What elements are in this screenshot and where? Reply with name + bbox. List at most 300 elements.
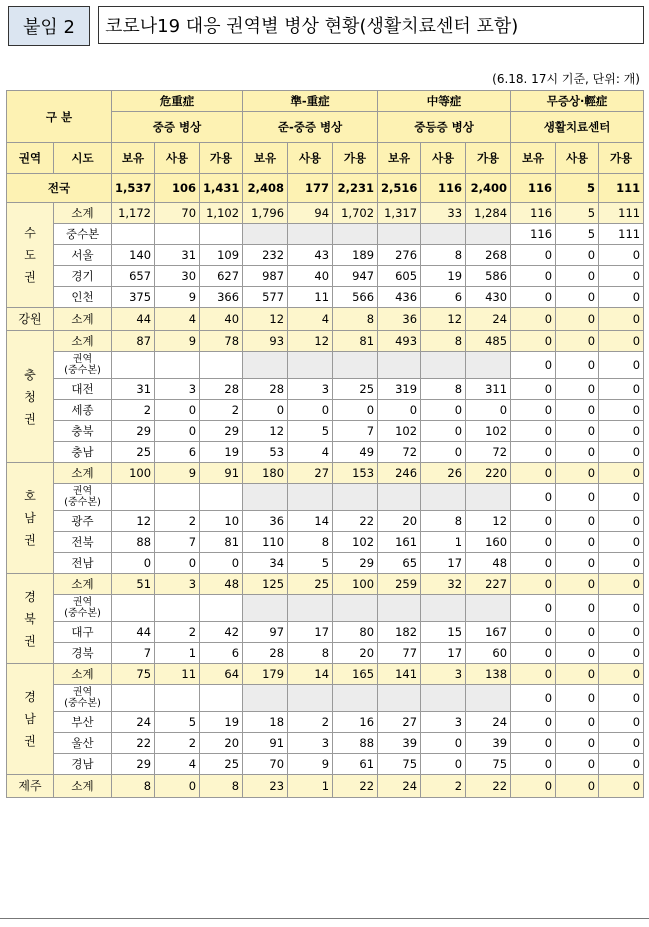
table-cell: 10 [200, 511, 243, 532]
region-name: 경 남 권 [7, 664, 54, 775]
table-cell: 0 [112, 553, 155, 574]
use-col-header: 사용 [288, 143, 333, 174]
table-cell [288, 595, 333, 622]
table-cell: 110 [243, 532, 288, 553]
table-cell: 0 [599, 484, 644, 511]
own-col-header: 보유 [378, 143, 421, 174]
table-row [7, 733, 644, 754]
mild-header: 무증상·輕症 [511, 91, 644, 112]
table-cell: 0 [556, 484, 599, 511]
table-cell: 8 [288, 643, 333, 664]
table-cell: 1,172 [112, 203, 155, 224]
table-cell: 161 [378, 532, 421, 553]
table-row [7, 400, 644, 421]
table-cell: 0 [556, 463, 599, 484]
table-cell: 160 [466, 532, 511, 553]
table-cell: 25 [200, 754, 243, 775]
table-cell [112, 595, 155, 622]
table-cell [112, 685, 155, 712]
table-cell: 0 [511, 287, 556, 308]
table-cell: 6 [155, 442, 200, 463]
table-cell: 0 [155, 421, 200, 442]
table-cell [243, 595, 288, 622]
table-cell: 14 [288, 664, 333, 685]
header [8, 6, 644, 46]
table-cell: 102 [466, 421, 511, 442]
table-cell [333, 484, 378, 511]
table-cell: 91 [243, 733, 288, 754]
table-cell [243, 352, 288, 379]
semi-severe-header: 準-重症 [243, 91, 378, 112]
table-cell: 31 [155, 245, 200, 266]
city-label: 경남 [54, 754, 112, 775]
table-cell: 1 [155, 643, 200, 664]
table-cell: 0 [511, 754, 556, 775]
region-name: 호 남 권 [7, 463, 54, 574]
table-cell: 165 [333, 664, 378, 685]
table-cell: 586 [466, 266, 511, 287]
table-cell [288, 685, 333, 712]
avail-col-header: 가용 [466, 143, 511, 174]
avail-col-header: 가용 [599, 143, 644, 174]
table-cell: 1,796 [243, 203, 288, 224]
table-cell: 0 [556, 287, 599, 308]
table-cell: 1 [421, 532, 466, 553]
table-cell [466, 224, 511, 245]
table-row [7, 421, 644, 442]
table-cell: 366 [200, 287, 243, 308]
table-cell: 102 [333, 532, 378, 553]
table-cell: 116 [421, 174, 466, 203]
city-label: 충북 [54, 421, 112, 442]
table-cell: 22 [112, 733, 155, 754]
table-cell: 0 [511, 442, 556, 463]
table-cell: 1,702 [333, 203, 378, 224]
table-cell: 0 [556, 442, 599, 463]
table-cell: 268 [466, 245, 511, 266]
table-cell: 0 [556, 775, 599, 798]
table-cell: 17 [421, 643, 466, 664]
city-label: 경북 [54, 643, 112, 664]
table-cell: 9 [155, 287, 200, 308]
table-cell: 2 [112, 400, 155, 421]
table-cell: 5 [288, 553, 333, 574]
table-cell: 81 [333, 331, 378, 352]
table-cell: 17 [288, 622, 333, 643]
table-cell: 22 [333, 775, 378, 798]
table-cell [421, 352, 466, 379]
table-cell: 2 [155, 511, 200, 532]
table-cell: 33 [421, 203, 466, 224]
table-cell: 25 [112, 442, 155, 463]
table-cell: 29 [333, 553, 378, 574]
table-cell [200, 595, 243, 622]
table-cell [421, 685, 466, 712]
table-cell: 3 [421, 664, 466, 685]
table-cell: 3 [421, 712, 466, 733]
bottom-divider [0, 918, 649, 921]
table-cell: 106 [155, 174, 200, 203]
table-cell: 26 [421, 463, 466, 484]
table-cell: 7 [112, 643, 155, 664]
table-cell: 0 [556, 595, 599, 622]
table-cell: 36 [243, 511, 288, 532]
city-label: 소계 [54, 574, 112, 595]
table-cell: 0 [599, 287, 644, 308]
table-row [7, 379, 644, 400]
city-label: 권역 (중수본) [54, 685, 112, 712]
table-cell: 72 [378, 442, 421, 463]
city-label: 세종 [54, 400, 112, 421]
table-cell: 81 [200, 532, 243, 553]
table-cell: 0 [421, 733, 466, 754]
table-cell: 39 [378, 733, 421, 754]
table-row [7, 511, 644, 532]
table-cell: 0 [556, 622, 599, 643]
table-cell [378, 685, 421, 712]
treatment-center-header: 생활치료센터 [511, 112, 644, 143]
table-row [7, 266, 644, 287]
table-cell: 0 [155, 553, 200, 574]
city-label: 부산 [54, 712, 112, 733]
table-cell: 25 [333, 379, 378, 400]
table-cell: 0 [599, 685, 644, 712]
table-row [7, 712, 644, 733]
table-cell: 2 [421, 775, 466, 798]
table-cell: 0 [599, 308, 644, 331]
table-cell: 0 [599, 574, 644, 595]
city-label: 충남 [54, 442, 112, 463]
table-cell: 12 [288, 331, 333, 352]
table-row [7, 685, 644, 712]
table-cell: 2 [200, 400, 243, 421]
table-cell: 6 [200, 643, 243, 664]
table-cell: 0 [466, 400, 511, 421]
table-cell: 0 [511, 308, 556, 331]
table-cell: 17 [421, 553, 466, 574]
table-row [7, 622, 644, 643]
table-row [7, 245, 644, 266]
table-cell [200, 224, 243, 245]
table-cell: 0 [511, 553, 556, 574]
table-row [7, 754, 644, 775]
table-cell: 182 [378, 622, 421, 643]
table-cell: 0 [599, 245, 644, 266]
table-cell: 97 [243, 622, 288, 643]
table-cell [378, 352, 421, 379]
table-cell [333, 352, 378, 379]
table-cell: 1,431 [200, 174, 243, 203]
table-cell: 1,317 [378, 203, 421, 224]
table-cell: 0 [556, 574, 599, 595]
table-cell: 0 [511, 733, 556, 754]
table-cell: 116 [511, 174, 556, 203]
table-cell: 180 [243, 463, 288, 484]
table-cell: 25 [288, 574, 333, 595]
table-cell: 0 [511, 712, 556, 733]
table-cell: 8 [421, 245, 466, 266]
table-cell: 15 [421, 622, 466, 643]
table-cell: 91 [200, 463, 243, 484]
own-col-header: 보유 [243, 143, 288, 174]
city-label: 인천 [54, 287, 112, 308]
table-cell: 1,102 [200, 203, 243, 224]
table-row [7, 595, 644, 622]
table-cell: 0 [599, 511, 644, 532]
table-cell: 577 [243, 287, 288, 308]
table-cell: 0 [511, 595, 556, 622]
table-cell: 111 [599, 224, 644, 245]
table-cell: 39 [466, 733, 511, 754]
table-cell [200, 352, 243, 379]
table-cell: 0 [599, 664, 644, 685]
table-cell: 1 [288, 775, 333, 798]
table-cell: 100 [112, 463, 155, 484]
table-cell [200, 685, 243, 712]
table-row [7, 775, 644, 798]
table-cell: 0 [511, 775, 556, 798]
table-cell: 0 [421, 421, 466, 442]
severe-bed-header: 중증 병상 [112, 112, 243, 143]
table-cell: 48 [466, 553, 511, 574]
table-cell: 0 [243, 400, 288, 421]
table-cell: 0 [511, 352, 556, 379]
table-cell: 34 [243, 553, 288, 574]
table-cell: 24 [378, 775, 421, 798]
table-cell: 20 [333, 643, 378, 664]
table-cell: 20 [378, 511, 421, 532]
moderate-header: 中等症 [378, 91, 511, 112]
table-row [7, 352, 644, 379]
city-label: 소계 [54, 664, 112, 685]
semi-severe-bed-header: 준-중증 병상 [243, 112, 378, 143]
region-name: 강원 [7, 308, 54, 331]
table-cell: 153 [333, 463, 378, 484]
city-label: 소계 [54, 775, 112, 798]
table-cell: 566 [333, 287, 378, 308]
city-col-header: 시도 [54, 143, 112, 174]
table-cell: 24 [466, 308, 511, 331]
table-cell: 0 [556, 553, 599, 574]
table-row [7, 287, 644, 308]
table-cell: 109 [200, 245, 243, 266]
date-unit-note: (6.18. 17시 기준, 단위: 개) [492, 72, 640, 86]
region-name: 경 북 권 [7, 574, 54, 664]
table-cell: 0 [556, 379, 599, 400]
region-col-header: 권역 [7, 143, 54, 174]
table-cell [155, 484, 200, 511]
table-cell: 20 [200, 733, 243, 754]
table-cell: 0 [556, 511, 599, 532]
attachment-badge: 붙임 2 [8, 6, 90, 46]
city-label: 권역 (중수본) [54, 595, 112, 622]
table-cell: 11 [288, 287, 333, 308]
table-cell: 29 [200, 421, 243, 442]
table-cell: 8 [112, 775, 155, 798]
table-cell: 0 [599, 379, 644, 400]
table-cell: 60 [466, 643, 511, 664]
region-name: 수 도 권 [7, 203, 54, 308]
table-cell: 1,537 [112, 174, 155, 203]
city-label: 권역 (중수본) [54, 484, 112, 511]
table-cell: 0 [200, 553, 243, 574]
table-cell: 0 [599, 352, 644, 379]
city-label: 서울 [54, 245, 112, 266]
table-cell: 31 [112, 379, 155, 400]
table-cell: 0 [511, 622, 556, 643]
table-cell: 78 [200, 331, 243, 352]
table-row [7, 484, 644, 511]
table-cell: 94 [288, 203, 333, 224]
table-row [7, 442, 644, 463]
table-cell: 32 [421, 574, 466, 595]
city-label: 울산 [54, 733, 112, 754]
table-cell: 947 [333, 266, 378, 287]
table-cell [466, 352, 511, 379]
table-cell: 0 [556, 733, 599, 754]
table-cell: 22 [333, 511, 378, 532]
gubun-header: 구 분 [7, 91, 112, 143]
table-cell: 36 [378, 308, 421, 331]
table-cell: 0 [556, 400, 599, 421]
table-cell: 1,284 [466, 203, 511, 224]
table-cell: 0 [288, 400, 333, 421]
table-cell: 276 [378, 245, 421, 266]
city-label: 소계 [54, 463, 112, 484]
table-cell: 5 [288, 421, 333, 442]
table-cell [421, 484, 466, 511]
bed-status-table [6, 90, 644, 798]
table-cell: 44 [112, 308, 155, 331]
table-cell: 12 [243, 308, 288, 331]
use-col-header: 사용 [556, 143, 599, 174]
table-row [7, 553, 644, 574]
table-cell: 0 [599, 463, 644, 484]
table-cell [155, 224, 200, 245]
table-cell: 7 [333, 421, 378, 442]
table-cell: 0 [511, 463, 556, 484]
table-cell: 5 [155, 712, 200, 733]
table-cell: 0 [421, 400, 466, 421]
table-cell: 227 [466, 574, 511, 595]
table-cell: 16 [333, 712, 378, 733]
table-cell: 0 [556, 308, 599, 331]
table-cell: 0 [599, 532, 644, 553]
table-cell: 12 [243, 421, 288, 442]
table-row [7, 664, 644, 685]
table-cell: 27 [378, 712, 421, 733]
table-cell: 0 [556, 685, 599, 712]
table-cell: 0 [556, 266, 599, 287]
table-cell: 4 [155, 754, 200, 775]
avail-col-header: 가용 [333, 143, 378, 174]
table-row [7, 463, 644, 484]
table-cell: 30 [155, 266, 200, 287]
table-cell: 0 [599, 400, 644, 421]
table-cell: 0 [556, 664, 599, 685]
table-cell: 53 [243, 442, 288, 463]
table-cell: 4 [288, 442, 333, 463]
table-cell: 0 [421, 754, 466, 775]
table-cell: 8 [421, 511, 466, 532]
city-label: 소계 [54, 331, 112, 352]
table-cell [421, 595, 466, 622]
table-cell: 65 [378, 553, 421, 574]
table-cell [112, 224, 155, 245]
city-label: 중수본 [54, 224, 112, 245]
table-cell: 61 [333, 754, 378, 775]
table-cell: 3 [155, 574, 200, 595]
table-cell: 88 [112, 532, 155, 553]
use-col-header: 사용 [155, 143, 200, 174]
table-cell [243, 224, 288, 245]
table-cell: 220 [466, 463, 511, 484]
table-cell: 0 [511, 379, 556, 400]
table-cell: 0 [511, 400, 556, 421]
table-cell: 0 [155, 400, 200, 421]
table-cell: 0 [599, 622, 644, 643]
table-cell: 8 [200, 775, 243, 798]
table-cell: 0 [599, 643, 644, 664]
table-cell [421, 224, 466, 245]
use-col-header: 사용 [421, 143, 466, 174]
table-cell: 430 [466, 287, 511, 308]
table-cell [288, 224, 333, 245]
table-cell: 0 [511, 664, 556, 685]
table-cell [288, 352, 333, 379]
table-cell: 0 [599, 553, 644, 574]
city-label: 경기 [54, 266, 112, 287]
table-cell: 116 [511, 224, 556, 245]
table-cell: 493 [378, 331, 421, 352]
critical-header: 危重症 [112, 91, 243, 112]
table-cell: 23 [243, 775, 288, 798]
table-cell: 8 [288, 532, 333, 553]
table-cell: 18 [243, 712, 288, 733]
table-cell: 0 [556, 352, 599, 379]
table-cell: 111 [599, 203, 644, 224]
table-cell: 42 [200, 622, 243, 643]
table-row [7, 308, 644, 331]
region-name: 제주 [7, 775, 54, 798]
table-cell: 102 [378, 421, 421, 442]
table-cell: 77 [378, 643, 421, 664]
city-label: 광주 [54, 511, 112, 532]
table-cell: 7 [155, 532, 200, 553]
table-cell: 0 [421, 442, 466, 463]
table-cell: 22 [466, 775, 511, 798]
table-cell: 70 [155, 203, 200, 224]
table-cell: 0 [599, 712, 644, 733]
region-name: 충 청 권 [7, 331, 54, 463]
table-cell: 87 [112, 331, 155, 352]
table-cell: 75 [466, 754, 511, 775]
table-cell: 140 [112, 245, 155, 266]
table-cell: 657 [112, 266, 155, 287]
table-cell: 0 [511, 245, 556, 266]
table-cell [466, 595, 511, 622]
table-cell: 48 [200, 574, 243, 595]
table-cell: 2,516 [378, 174, 421, 203]
table-cell: 0 [511, 511, 556, 532]
table-cell [288, 484, 333, 511]
table-cell: 0 [378, 400, 421, 421]
table-row [7, 532, 644, 553]
table-cell [378, 224, 421, 245]
table-cell: 2,400 [466, 174, 511, 203]
table-cell: 0 [511, 331, 556, 352]
table-cell: 0 [599, 331, 644, 352]
